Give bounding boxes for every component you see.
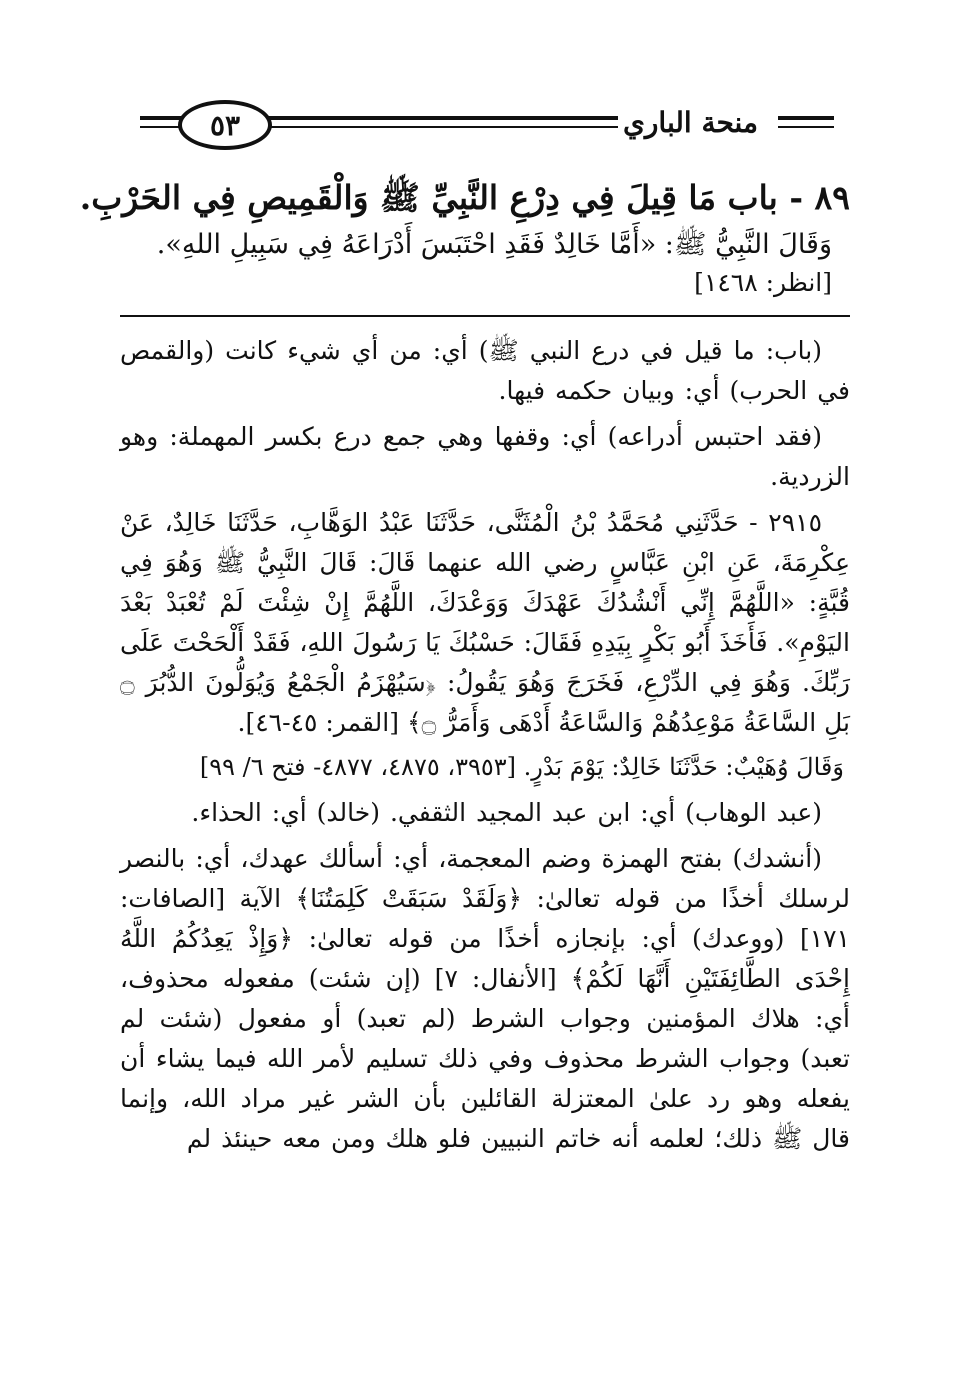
header-rule-left-top — [140, 116, 182, 120]
commentary-paragraph: (أنشدك) بفتح الهمزة وضم المعجمة، أي: أسألك عهدك، أي: بالنصر لرسلك أخذًا من قوله تعالىٰ: ﴿وَلَقَدْ سَبَقَتْ كَلِمَتُنَا﴾ الآية [الصافات: ١٧١] (ووعدك) أي: بإنجازه أخذًا من قوله تعالىٰ: ﴿وَإِذْ يَعِدُكُمُ اللَّهُ إِحْدَى الطَّائِفَتَيْنِ أَنَّهَا لَكُمْ﴾ [الأنفال: ٧] (إن شئت) مفعوله محذوف، أي: هلاك المؤمنين وجواب الشرط (لم تعبد) أو مفعول (شئت لم تعبد) وجواب الشرط محذوف وفي ذلك تسليم لأمر الله فيما يشاء أن يفعله وهو رد علىٰ المعتزلة القائلين بأن الشر غير مراد الله، وإنما قال ﷺ ذلك؛ لعلمه أنه خاتم النبيين فلو هلك ومن معه حينئذ لم — [120, 844, 850, 1153]
header-rule-middle-top — [268, 116, 618, 120]
commentary-paragraph: (عبد الوهاب) أي: ابن عبد المجيد الثقفي. (خالد) أي: الحذاء. — [191, 798, 822, 827]
hadith-text: ٢٩١٥ - حَدَّثَنِي مُحَمَّدُ بْنُ الْمُثَنَّى، حَدَّثَنَا عَبْدُ الوَهَّابِ، حَدَّثَنَا خَالِدٌ، عَنْ عِكْرِمَةَ، عَنِ ابْنِ عَبَّاسٍ رضي الله عنهما قَالَ: قَالَ النَّبِيُّ ﷺ وَهُوَ فِي قُبَّةٍ: «اللَّهُمَّ إِنِّي أَنْشُدُكَ عَهْدَكَ وَوَعْدَكَ، اللَّهُمَّ إِنْ شِئْتَ لَمْ تُعْبَدْ بَعْدَ اليَوْمِ». فَأَخَذَ أَبُو بَكْرٍ بِيَدِهِ فَقَالَ: حَسْبُكَ يَا رَسُولَ اللهِ، فَقَدْ أَلْحَحْتَ عَلَى رَبِّكَ. وَهُوَ فِي الدِّرْعِ، فَخَرَجَ وَهُوَ يَقُولُ: ﴿سَيُهْزَمُ الْجَمْعُ وَيُوَلُّونَ الدُّبُرَ ۝ بَلِ السَّاعَةُ مَوْعِدُهُمْ وَالسَّاعَةُ أَدْهَى وَأَمَرُّ ۝﴾ [القمر: ٤٥-٤٦]. — [120, 508, 850, 737]
chapter-title: ٨٩ - باب مَا قِيلَ فِي دِرْعِ النَّبِيِّ ﷺ وَالْقَمِيصِ فِي الحَرْبِ. — [79, 178, 850, 217]
book-title: منحة الباري — [622, 106, 758, 139]
page-number — [178, 100, 272, 150]
section-divider — [120, 315, 850, 317]
header-rule-left-bottom — [140, 126, 182, 128]
page-content — [79, 175, 850, 1165]
commentary-paragraph: (باب: ما قيل في درع النبي ﷺ) أي: من أي شيء كانت (والقمص في الحرب) أي: وبيان حكمه فيها. — [120, 336, 850, 405]
page-number-text: ٥٣ — [209, 108, 241, 142]
header-rule-middle-bottom — [268, 126, 618, 128]
chapter-hadith-line: وَقَالَ النَّبِيُّ ﷺ: «أَمَّا خَالِدٌ فَقَدِ احْتَبَسَ أَدْرَاعَهُ فِي سَبِيلِ اللهِ». — [156, 229, 832, 260]
header-rule-right-top — [778, 116, 834, 120]
chapter-reference: [انظر: ١٤٦٨] — [694, 268, 832, 297]
page-header — [0, 90, 958, 160]
commentary-paragraph: (فقد احتبس أدراعه) أي: وقفها وهي جمع درع بكسر المهملة: وهو الزردية. — [120, 422, 850, 491]
hadith-wuhayb-note: وَقَالَ وُهَيْبٌ: حَدَّثَنَا خَالِدٌ: يَوْمَ بَدْرٍ. [٣٩٥٣، ٤٨٧٥، ٤٨٧٧- فتح ٦/ ٩٩] — [199, 753, 844, 781]
header-rule-right-bottom — [778, 126, 834, 128]
